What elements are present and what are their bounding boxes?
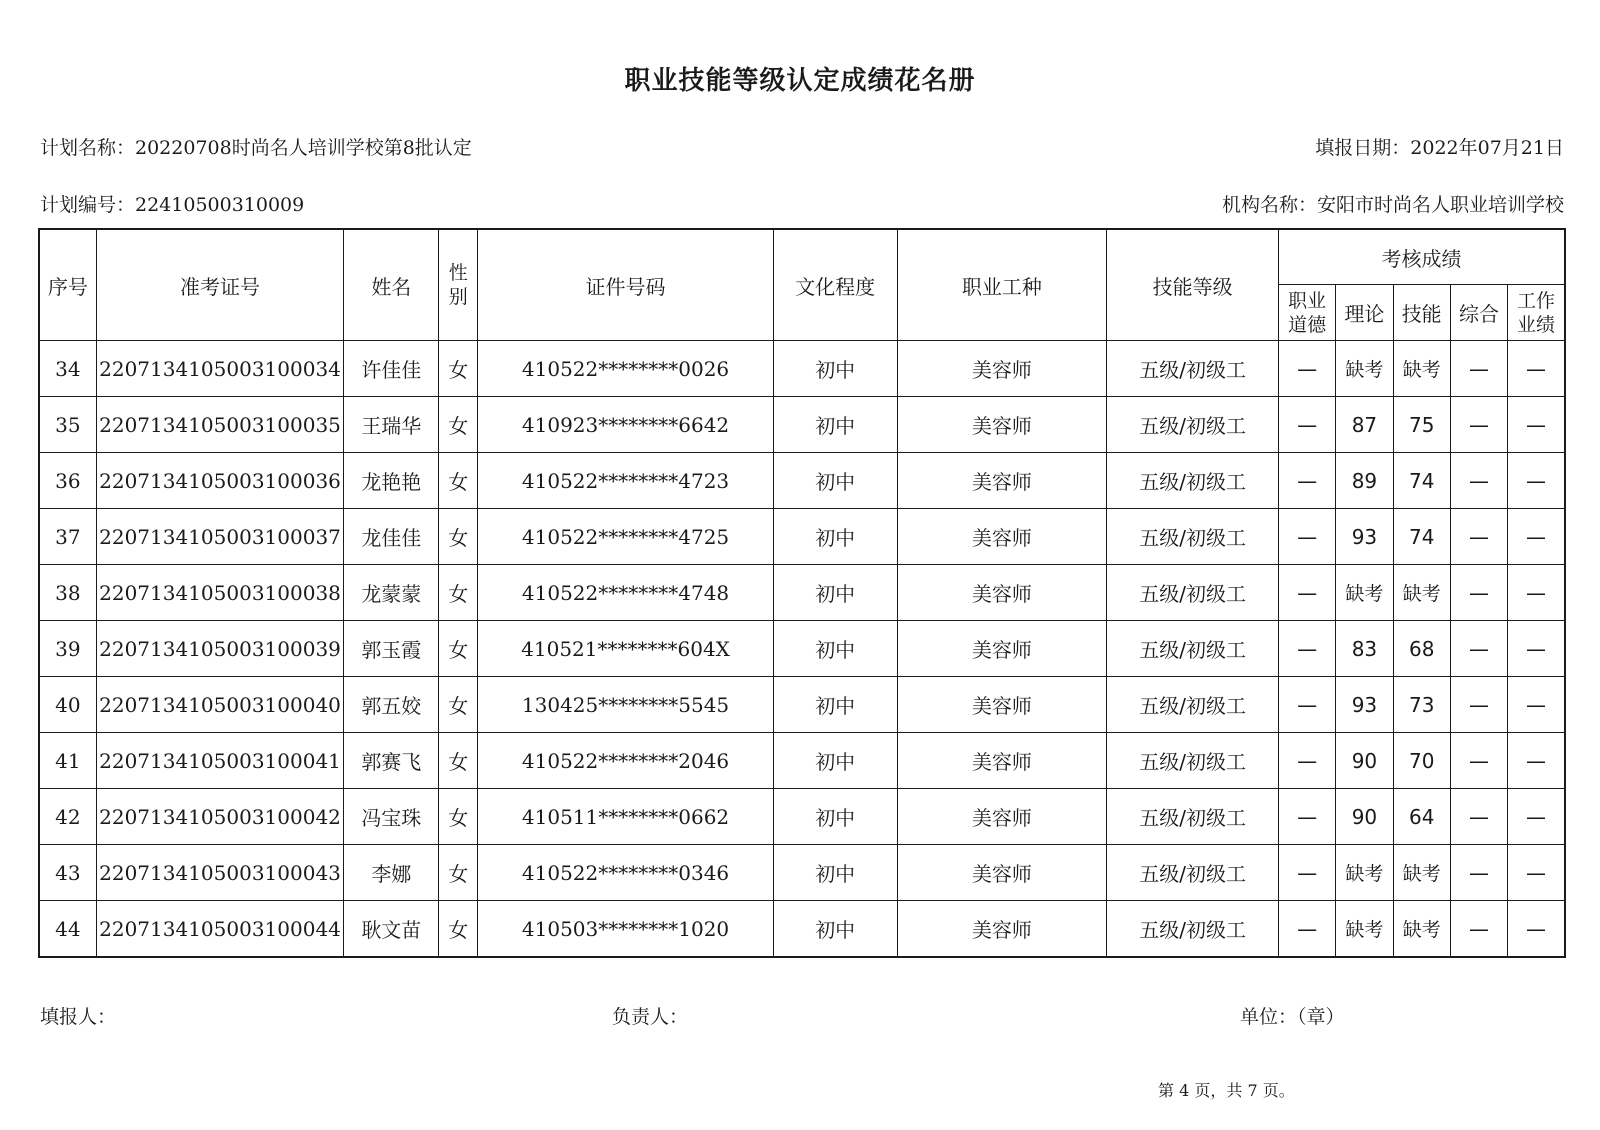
cell-overall: — xyxy=(1450,397,1507,453)
header-work-performance: 工作业绩 xyxy=(1508,285,1565,341)
cell-skill-level: 五级/初级工 xyxy=(1107,453,1279,509)
cell-ticket-no: 2207134105003100034 xyxy=(96,341,344,397)
responsible-label: 负责人： xyxy=(612,1006,689,1028)
cell-occupation: 美容师 xyxy=(897,845,1107,901)
cell-name: 郭五姣 xyxy=(344,677,439,733)
cell-ticket-no: 2207134105003100037 xyxy=(96,509,344,565)
cell-seq: 36 xyxy=(39,453,96,509)
cell-skill-level: 五级/初级工 xyxy=(1107,341,1279,397)
cell-education: 初中 xyxy=(773,677,897,733)
cell-seq: 42 xyxy=(39,789,96,845)
cell-theory: 93 xyxy=(1336,677,1393,733)
cell-id-number: 410923********6642 xyxy=(478,397,774,453)
cell-seq: 37 xyxy=(39,509,96,565)
score-roster-table xyxy=(38,228,1566,958)
cell-skill-level: 五级/初级工 xyxy=(1107,789,1279,845)
cell-ticket-no: 2207134105003100035 xyxy=(96,397,344,453)
cell-skill: 68 xyxy=(1393,621,1450,677)
cell-ethics: — xyxy=(1279,565,1336,621)
cell-occupation: 美容师 xyxy=(897,509,1107,565)
header-seq: 序号 xyxy=(39,229,96,341)
cell-skill-level: 五级/初级工 xyxy=(1107,509,1279,565)
header-gender: 性别 xyxy=(439,229,478,341)
cell-name: 耿文苗 xyxy=(344,901,439,958)
cell-seq: 38 xyxy=(39,565,96,621)
cell-work-performance: — xyxy=(1508,845,1565,901)
cell-overall: — xyxy=(1450,341,1507,397)
cell-ethics: — xyxy=(1279,509,1336,565)
cell-id-number: 410522********4725 xyxy=(478,509,774,565)
cell-theory: 缺考 xyxy=(1336,901,1393,958)
cell-name: 郭玉霞 xyxy=(344,621,439,677)
cell-skill: 缺考 xyxy=(1393,341,1450,397)
cell-ethics: — xyxy=(1279,845,1336,901)
cell-occupation: 美容师 xyxy=(897,565,1107,621)
header-overall: 综合 xyxy=(1450,285,1507,341)
cell-overall: — xyxy=(1450,621,1507,677)
cell-education: 初中 xyxy=(773,621,897,677)
cell-ticket-no: 2207134105003100044 xyxy=(96,901,344,958)
cell-skill: 64 xyxy=(1393,789,1450,845)
cell-id-number: 410521********604X xyxy=(478,621,774,677)
cell-work-performance: — xyxy=(1508,341,1565,397)
cell-education: 初中 xyxy=(773,453,897,509)
cell-ethics: — xyxy=(1279,789,1336,845)
cell-overall: — xyxy=(1450,733,1507,789)
cell-ticket-no: 2207134105003100036 xyxy=(96,453,344,509)
table-row xyxy=(39,845,1565,901)
cell-skill-level: 五级/初级工 xyxy=(1107,397,1279,453)
cell-seq: 43 xyxy=(39,845,96,901)
header-skill: 技能 xyxy=(1393,285,1450,341)
cell-ticket-no: 2207134105003100039 xyxy=(96,621,344,677)
cell-ticket-no: 2207134105003100042 xyxy=(96,789,344,845)
cell-work-performance: — xyxy=(1508,901,1565,958)
cell-skill-level: 五级/初级工 xyxy=(1107,565,1279,621)
cell-theory: 89 xyxy=(1336,453,1393,509)
cell-seq: 39 xyxy=(39,621,96,677)
cell-overall: — xyxy=(1450,677,1507,733)
cell-work-performance: — xyxy=(1508,509,1565,565)
cell-seq: 35 xyxy=(39,397,96,453)
cell-theory: 93 xyxy=(1336,509,1393,565)
cell-occupation: 美容师 xyxy=(897,341,1107,397)
cell-seq: 34 xyxy=(39,341,96,397)
cell-ethics: — xyxy=(1279,901,1336,958)
table-row xyxy=(39,677,1565,733)
plan-name: 计划名称：20220708时尚名人培训学校第8批认定 xyxy=(40,137,472,159)
header-occupation: 职业工种 xyxy=(897,229,1107,341)
table-row xyxy=(39,733,1565,789)
cell-theory: 90 xyxy=(1336,789,1393,845)
cell-theory: 90 xyxy=(1336,733,1393,789)
cell-work-performance: — xyxy=(1508,621,1565,677)
cell-ethics: — xyxy=(1279,341,1336,397)
cell-ethics: — xyxy=(1279,621,1336,677)
cell-gender: 女 xyxy=(439,565,478,621)
table-row xyxy=(39,341,1565,397)
cell-work-performance: — xyxy=(1508,789,1565,845)
cell-id-number: 410522********4748 xyxy=(478,565,774,621)
cell-ticket-no: 2207134105003100040 xyxy=(96,677,344,733)
cell-skill-level: 五级/初级工 xyxy=(1107,845,1279,901)
cell-ethics: — xyxy=(1279,453,1336,509)
cell-ticket-no: 2207134105003100041 xyxy=(96,733,344,789)
cell-theory: 缺考 xyxy=(1336,845,1393,901)
cell-skill: 74 xyxy=(1393,453,1450,509)
cell-overall: — xyxy=(1450,789,1507,845)
cell-education: 初中 xyxy=(773,789,897,845)
cell-skill-level: 五级/初级工 xyxy=(1107,621,1279,677)
cell-occupation: 美容师 xyxy=(897,677,1107,733)
cell-work-performance: — xyxy=(1508,733,1565,789)
cell-education: 初中 xyxy=(773,845,897,901)
cell-id-number: 410522********2046 xyxy=(478,733,774,789)
organization-name: 机构名称：安阳市时尚名人职业培训学校 xyxy=(1221,194,1564,216)
cell-gender: 女 xyxy=(439,509,478,565)
cell-ethics: — xyxy=(1279,397,1336,453)
cell-overall: — xyxy=(1450,845,1507,901)
cell-gender: 女 xyxy=(439,621,478,677)
cell-skill: 缺考 xyxy=(1393,845,1450,901)
cell-overall: — xyxy=(1450,509,1507,565)
cell-name: 王瑞华 xyxy=(344,397,439,453)
cell-name: 龙艳艳 xyxy=(344,453,439,509)
cell-ticket-no: 2207134105003100043 xyxy=(96,845,344,901)
cell-skill-level: 五级/初级工 xyxy=(1107,733,1279,789)
cell-ticket-no: 2207134105003100038 xyxy=(96,565,344,621)
plan-number: 计划编号：22410500310009 xyxy=(40,194,305,216)
roster-body xyxy=(39,341,1565,958)
cell-seq: 40 xyxy=(39,677,96,733)
header-ethics: 职业道德 xyxy=(1279,285,1336,341)
table-row xyxy=(39,789,1565,845)
cell-work-performance: — xyxy=(1508,397,1565,453)
cell-education: 初中 xyxy=(773,733,897,789)
cell-theory: 缺考 xyxy=(1336,565,1393,621)
cell-name: 龙佳佳 xyxy=(344,509,439,565)
cell-education: 初中 xyxy=(773,565,897,621)
cell-ethics: — xyxy=(1279,677,1336,733)
cell-theory: 缺考 xyxy=(1336,341,1393,397)
cell-occupation: 美容师 xyxy=(897,901,1107,958)
header-id-number: 证件号码 xyxy=(478,229,774,341)
cell-id-number: 410511********0662 xyxy=(478,789,774,845)
cell-occupation: 美容师 xyxy=(897,621,1107,677)
cell-skill: 74 xyxy=(1393,509,1450,565)
cell-theory: 87 xyxy=(1336,397,1393,453)
cell-overall: — xyxy=(1450,565,1507,621)
cell-skill: 70 xyxy=(1393,733,1450,789)
cell-skill: 73 xyxy=(1393,677,1450,733)
page-number: 第 4 页，共 7 页。 xyxy=(1158,1081,1295,1100)
cell-skill-level: 五级/初级工 xyxy=(1107,677,1279,733)
cell-education: 初中 xyxy=(773,397,897,453)
cell-seq: 44 xyxy=(39,901,96,958)
table-row xyxy=(39,397,1565,453)
cell-occupation: 美容师 xyxy=(897,397,1107,453)
cell-name: 李娜 xyxy=(344,845,439,901)
unit-seal-label: 单位：（章） xyxy=(1240,1006,1345,1028)
cell-id-number: 410503********1020 xyxy=(478,901,774,958)
cell-gender: 女 xyxy=(439,341,478,397)
cell-skill: 缺考 xyxy=(1393,565,1450,621)
cell-id-number: 410522********4723 xyxy=(478,453,774,509)
cell-id-number: 130425********5545 xyxy=(478,677,774,733)
cell-overall: — xyxy=(1450,453,1507,509)
cell-occupation: 美容师 xyxy=(897,789,1107,845)
cell-overall: — xyxy=(1450,901,1507,958)
header-score-group: 考核成绩 xyxy=(1279,229,1565,285)
cell-gender: 女 xyxy=(439,677,478,733)
cell-ethics: — xyxy=(1279,733,1336,789)
cell-gender: 女 xyxy=(439,789,478,845)
report-date: 填报日期：2022年07月21日 xyxy=(1315,137,1564,159)
cell-work-performance: — xyxy=(1508,565,1565,621)
cell-gender: 女 xyxy=(439,733,478,789)
cell-skill: 缺考 xyxy=(1393,901,1450,958)
cell-name: 冯宝珠 xyxy=(344,789,439,845)
cell-education: 初中 xyxy=(773,901,897,958)
header-skill-level: 技能等级 xyxy=(1107,229,1279,341)
table-row xyxy=(39,901,1565,958)
filler-label: 填报人： xyxy=(40,1006,117,1028)
cell-name: 郭赛飞 xyxy=(344,733,439,789)
table-row xyxy=(39,509,1565,565)
header-theory: 理论 xyxy=(1336,285,1393,341)
cell-work-performance: — xyxy=(1508,677,1565,733)
table-row xyxy=(39,621,1565,677)
cell-skill: 75 xyxy=(1393,397,1450,453)
cell-theory: 83 xyxy=(1336,621,1393,677)
cell-gender: 女 xyxy=(439,397,478,453)
cell-occupation: 美容师 xyxy=(897,453,1107,509)
cell-education: 初中 xyxy=(773,509,897,565)
header-name: 姓名 xyxy=(344,229,439,341)
cell-name: 龙蒙蒙 xyxy=(344,565,439,621)
cell-occupation: 美容师 xyxy=(897,733,1107,789)
cell-education: 初中 xyxy=(773,341,897,397)
cell-gender: 女 xyxy=(439,453,478,509)
cell-id-number: 410522********0026 xyxy=(478,341,774,397)
cell-gender: 女 xyxy=(439,901,478,958)
cell-name: 许佳佳 xyxy=(344,341,439,397)
cell-seq: 41 xyxy=(39,733,96,789)
cell-work-performance: — xyxy=(1508,453,1565,509)
table-row xyxy=(39,565,1565,621)
page-title: 职业技能等级认定成绩花名册 xyxy=(624,66,976,96)
header-education: 文化程度 xyxy=(773,229,897,341)
cell-skill-level: 五级/初级工 xyxy=(1107,901,1279,958)
header-ticket-no: 准考证号 xyxy=(96,229,344,341)
cell-gender: 女 xyxy=(439,845,478,901)
table-row xyxy=(39,453,1565,509)
cell-id-number: 410522********0346 xyxy=(478,845,774,901)
